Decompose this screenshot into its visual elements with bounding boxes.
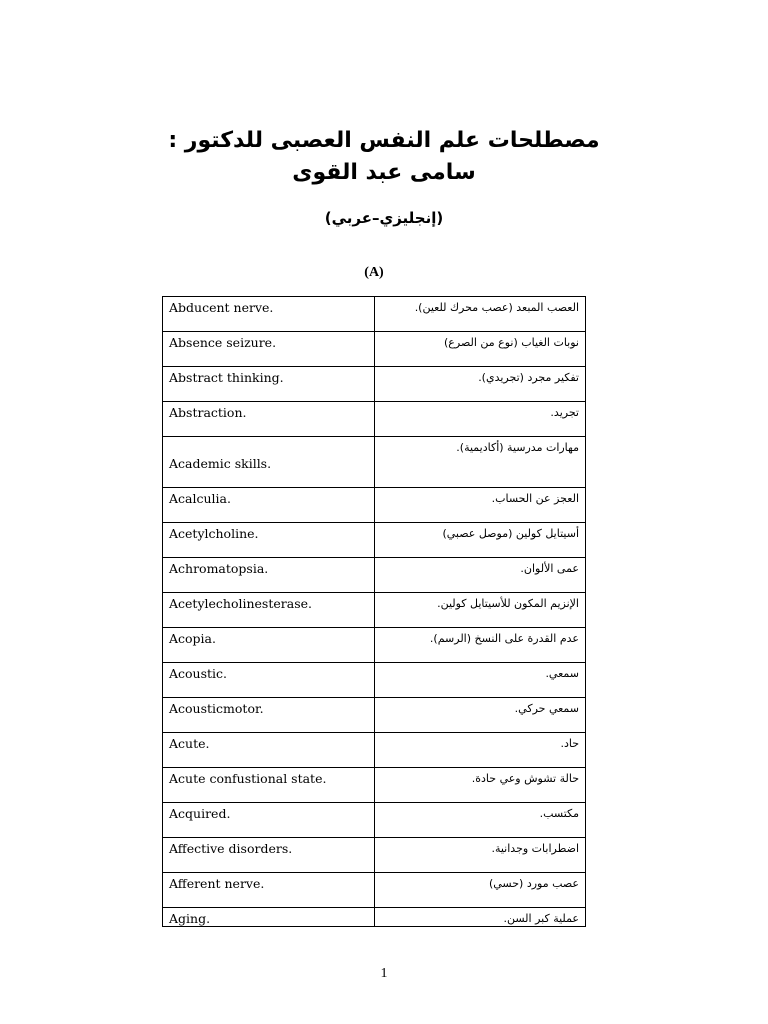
table-row — [163, 908, 586, 927]
term-arabic: تجريد. — [374, 402, 586, 437]
term-arabic: العجز عن الحساب. — [374, 488, 586, 523]
term-arabic: حاد. — [374, 733, 586, 768]
table-row — [163, 297, 586, 332]
term-english: Abstraction. — [163, 402, 375, 437]
term-arabic: اضطرابات وجدانية. — [374, 838, 586, 873]
term-english: Acute. — [163, 733, 375, 768]
table-row — [163, 593, 586, 628]
term-arabic: سمعي. — [374, 663, 586, 698]
term-english: Acquired. — [163, 803, 375, 838]
term-arabic: تفكير مجرد (تجريدي). — [374, 367, 586, 402]
table-row — [163, 803, 586, 838]
term-english: Acetylcholine. — [163, 523, 375, 558]
table-row — [163, 437, 586, 488]
table-row — [163, 768, 586, 803]
term-arabic: مكتسب. — [374, 803, 586, 838]
term-arabic: الإنزيم المكون للأسيتايل كولين. — [374, 593, 586, 628]
table-row — [163, 838, 586, 873]
term-english: Academic skills. — [163, 437, 375, 488]
term-english: Acetylecholinesterase. — [163, 593, 375, 628]
table-row — [163, 332, 586, 367]
table-row — [163, 402, 586, 437]
term-english: Abstract thinking. — [163, 367, 375, 402]
term-arabic: مهارات مدرسية (أكاديمية). — [374, 437, 586, 488]
page-number: 1 — [380, 966, 388, 981]
table-row — [163, 733, 586, 768]
term-english: Achromatopsia. — [163, 558, 375, 593]
table-row — [163, 628, 586, 663]
section-letter: (A) — [364, 265, 384, 280]
term-english: Acousticmotor. — [163, 698, 375, 733]
title-line-1: مصطلحات علم النفس العصبى للدكتور : — [168, 128, 600, 153]
term-english: Acalculia. — [163, 488, 375, 523]
term-arabic: نوبات الغياب (نوع من الصرع) — [374, 332, 586, 367]
table-row — [163, 558, 586, 593]
glossary-table — [162, 296, 586, 927]
term-arabic: حالة تشوش وعي حادة. — [374, 768, 586, 803]
table-row — [163, 873, 586, 908]
term-arabic: عمى الألوان. — [374, 558, 586, 593]
term-arabic: أسيتايل كولين (موصل عصبي) — [374, 523, 586, 558]
table-row — [163, 698, 586, 733]
term-arabic: سمعي حركي. — [374, 698, 586, 733]
term-arabic: عصب مورد (حسي) — [374, 873, 586, 908]
term-english: Afferent nerve. — [163, 873, 375, 908]
term-english: Acopia. — [163, 628, 375, 663]
term-english: Affective disorders. — [163, 838, 375, 873]
term-arabic: العصب المبعد (عصب محرك للعين). — [374, 297, 586, 332]
document-title — [0, 125, 768, 189]
table-row — [163, 488, 586, 523]
term-english: Abducent nerve. — [163, 297, 375, 332]
term-english: Acoustic. — [163, 663, 375, 698]
term-english: Aging. — [163, 908, 375, 927]
title-line-2: سامى عبد القوى — [292, 160, 476, 185]
term-arabic: عملية كبر السن. — [374, 908, 586, 927]
term-english: Acute confustional state. — [163, 768, 375, 803]
term-english: Absence seizure. — [163, 332, 375, 367]
table-row — [163, 663, 586, 698]
table-row — [163, 523, 586, 558]
document-subtitle: (إنجليزي–عربي) — [324, 209, 444, 227]
table-row — [163, 367, 586, 402]
term-arabic: عدم القدرة على النسخ (الرسم). — [374, 628, 586, 663]
